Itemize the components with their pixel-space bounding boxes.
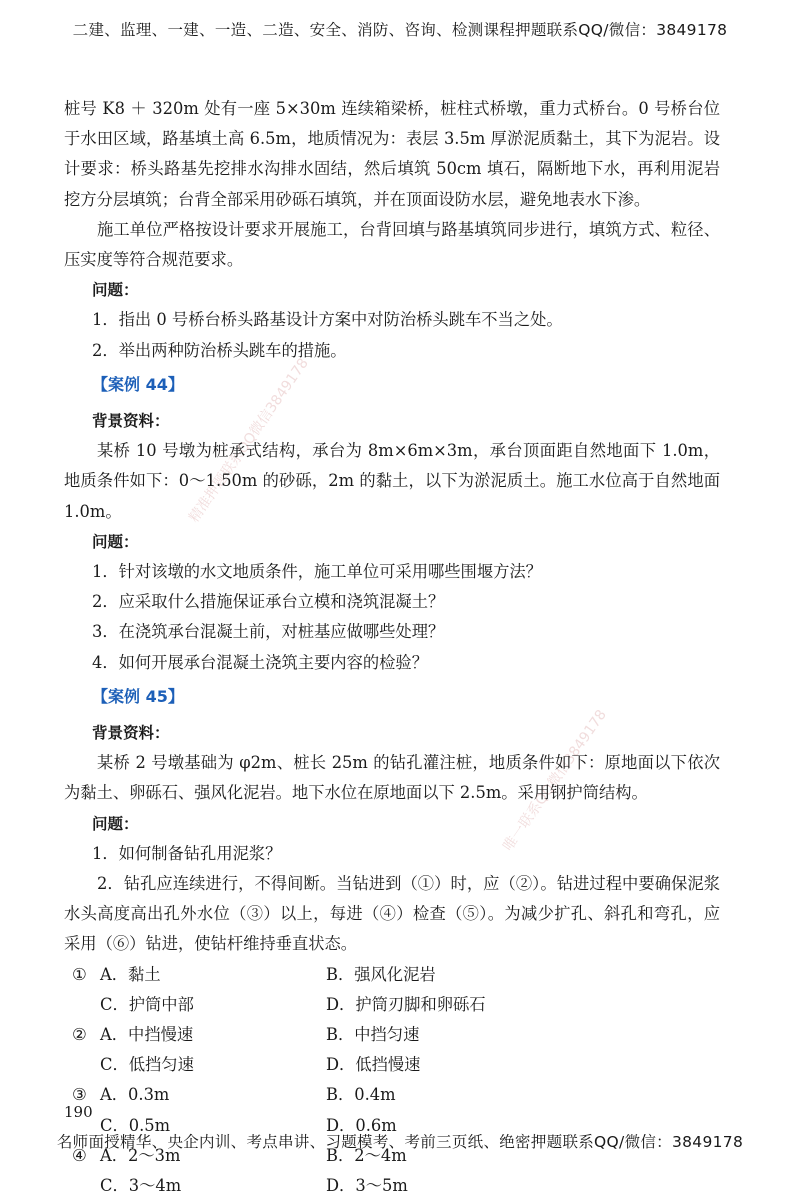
question-item: 2．举出两种防治桥头跳车的措施。 [92, 340, 347, 360]
background-label: 背景资料： [92, 724, 170, 743]
question-item: 1．针对该墩的水文地质条件，施工单位可采用哪些围堰方法？ [92, 562, 542, 582]
watermark: 唯一联系QQ微信3849178 [500, 707, 610, 855]
page-content [64, 94, 720, 1201]
choices-block [64, 960, 720, 1201]
case-44-title: 【案例 44】 [92, 374, 184, 394]
page-footer: 名师面授精华、央企内训、考点串讲、习题模考、考前三页纸、绝密押题联系QQ/微信：3849178 [56, 1133, 744, 1151]
questions-label: 问题： [92, 814, 139, 833]
question-item: 1．指出 0 号桥台桥头路基设计方案中对防治桥头跳车不当之处。 [92, 310, 563, 330]
intro-paragraph: 桩号 K8 ＋ 320m 处有一座 5×30m 连续箱梁桥，桩柱式桥墩，重力式桥台。0 号桥台位于水田区域，路基填土高 6.5m，地质情况为：表层 3.5m 厚淤泥质黏土，其下为泥岩。设计要求：桥头路基先挖排水沟排水固结，然后填筑 50cm 填石，隔断地下水，再利用泥岩挖方分层填筑；台背全部采用砂砾石填筑，并在顶面设防水层，避免地表水下渗。 [64, 99, 720, 209]
background-label: 背景资料： [92, 412, 170, 431]
page-header: 二建、监理、一建、一造、二造、安全、消防、咨询、检测课程押题联系QQ/微信：3849178 [72, 21, 728, 39]
choice-row: ④ A．2～3m B．2～4m [72, 1145, 407, 1165]
question-item: 2．应采取什么措施保证承台立模和浇筑混凝土？ [92, 592, 445, 612]
questions-label: 问题： [92, 532, 139, 551]
choice-row: ③ A．0.3m B．0.4m [72, 1085, 396, 1105]
choice-row: ① A．黏土 B．强风化泥岩 [72, 964, 436, 984]
question-item: 4．如何开展承台混凝土浇筑主要内容的检验？ [92, 652, 428, 672]
choice-row: C．低挡匀速 D．低挡慢速 [100, 1055, 421, 1075]
question-item: 3．在浇筑承台混凝土前，对桩基应做哪些处理？ [92, 622, 445, 642]
choice-row: C．3～4m D．3～5m [100, 1176, 408, 1195]
case-45-background: 某桥 2 号墩基础为 φ2m、桩长 25m 的钻孔灌注桩，地质条件如下：原地面以下依次为黏土、卵砾石、强风化泥岩。地下水位在原地面以下 2.5m。采用钢护筒结构。 [64, 753, 720, 803]
watermark: 精准押题联系QQ微信3849178 [186, 355, 312, 526]
page-number: 190 [64, 1103, 93, 1121]
choice-row: C．护筒中部 D．护筒刃脚和卵砾石 [100, 994, 486, 1014]
case-44-background: 某桥 10 号墩为桩承式结构，承台为 8m×6m×3m，承台顶面距自然地面下 1.0m，地质条件如下：0～1.50m 的砂砾，2m 的黏土，以下为淤泥质土。施工水位高于自然地面 1.0m。 [64, 441, 720, 521]
choice-row: ② A．中挡慢速 B．中挡匀速 [72, 1025, 420, 1045]
choice-row: C．0.5m D．0.6m [100, 1115, 397, 1135]
questions-label: 问题： [92, 281, 139, 300]
case-45-title: 【案例 45】 [92, 686, 184, 706]
question-item: 2．钻孔应连续进行，不得间断。当钻进到（①）时，应（②）。钻进过程中要确保泥浆水头高度高出孔外水位（③）以上，每进（④）检查（⑤）。为减少扩孔、斜孔和弯孔，应采用（⑥）钻进，使钻杆维持垂直状态。 [64, 874, 720, 954]
intro-paragraph: 施工单位严格按设计要求开展施工，台背回填与路基填筑同步进行，填筑方式、粒径、压实度等符合规范要求。 [64, 219, 720, 270]
question-item: 1．如何制备钻孔用泥浆？ [92, 843, 282, 863]
